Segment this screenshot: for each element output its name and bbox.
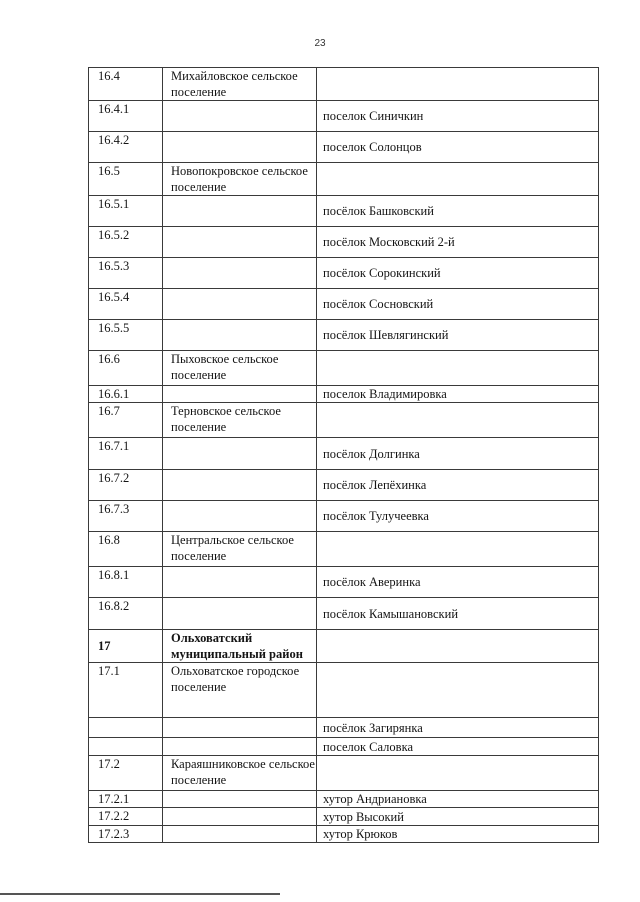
municipality-name: Центральское сельское поселение [163, 532, 317, 567]
row-number: 16.4 [89, 68, 163, 101]
municipality-name [163, 227, 317, 258]
row-number: 16.4.2 [89, 132, 163, 163]
settlement-name: поселок Синичкин [317, 101, 599, 132]
table-row [89, 320, 599, 351]
row-number: 17.2.2 [89, 808, 163, 826]
municipality-name [163, 567, 317, 598]
municipality-name [163, 808, 317, 826]
settlement-name: посёлок Загирянка [317, 718, 599, 738]
settlement-name: посёлок Тулучеевка [317, 501, 599, 532]
row-number: 16.5.3 [89, 258, 163, 289]
settlement-name [317, 351, 599, 386]
settlement-name [317, 403, 599, 438]
settlement-name: посёлок Сорокинский [317, 258, 599, 289]
table-row [89, 808, 599, 826]
municipality-name [163, 289, 317, 320]
row-number: 17.2.1 [89, 791, 163, 808]
row-number: 16.6 [89, 351, 163, 386]
row-number [89, 738, 163, 756]
table-row [89, 630, 599, 663]
row-number: 16.5.4 [89, 289, 163, 320]
municipality-name: Михайловское сельское поселение [163, 68, 317, 101]
settlement-name: поселок Солонцов [317, 132, 599, 163]
table-row [89, 598, 599, 630]
settlement-name [317, 663, 599, 718]
row-number: 16.8.1 [89, 567, 163, 598]
row-number: 16.7 [89, 403, 163, 438]
table-row [89, 227, 599, 258]
table-row [89, 438, 599, 470]
settlement-name: посёлок Шевлягинский [317, 320, 599, 351]
municipality-name: Новопокровское сельское поселение [163, 163, 317, 196]
municipality-name [163, 718, 317, 738]
municipality-name [163, 258, 317, 289]
municipality-name: Пыховское сельское поселение [163, 351, 317, 386]
municipality-name: Караяшниковское сельское поселение [163, 756, 317, 791]
table-row [89, 258, 599, 289]
row-number: 16.4.1 [89, 101, 163, 132]
table-row [89, 163, 599, 196]
settlement-name: посёлок Лепёхинка [317, 470, 599, 501]
row-number: 16.8.2 [89, 598, 163, 630]
municipality-name [163, 386, 317, 403]
municipality-name [163, 738, 317, 756]
row-number: 16.5.2 [89, 227, 163, 258]
settlement-name: хутор Андриановка [317, 791, 599, 808]
table-row [89, 196, 599, 227]
municipality-name [163, 132, 317, 163]
municipality-name [163, 470, 317, 501]
municipality-name [163, 196, 317, 227]
table-row [89, 567, 599, 598]
table-row [89, 351, 599, 386]
municipality-name [163, 320, 317, 351]
table-row [89, 663, 599, 718]
settlement-name [317, 630, 599, 663]
settlement-name: посёлок Сосновский [317, 289, 599, 320]
row-number [89, 718, 163, 738]
settlement-name: посёлок Башковский [317, 196, 599, 227]
settlement-name [317, 68, 599, 101]
table-row [89, 501, 599, 532]
settlement-name: хутор Высокий [317, 808, 599, 826]
row-number: 17.2.3 [89, 826, 163, 843]
row-number: 16.7.2 [89, 470, 163, 501]
table-row [89, 738, 599, 756]
table-row [89, 289, 599, 320]
footer-rule [0, 893, 280, 895]
settlement-name: поселок Владимировка [317, 386, 599, 403]
settlement-name: хутор Крюков [317, 826, 599, 843]
settlement-name [317, 163, 599, 196]
row-number: 16.6.1 [89, 386, 163, 403]
row-number: 16.7.1 [89, 438, 163, 470]
table-row [89, 826, 599, 843]
page-number: 23 [314, 38, 326, 49]
settlement-name: посёлок Московский 2-й [317, 227, 599, 258]
table-row [89, 791, 599, 808]
table-row [89, 718, 599, 738]
row-number: 16.5.5 [89, 320, 163, 351]
municipality-name [163, 101, 317, 132]
row-number: 17.2 [89, 756, 163, 791]
municipality-name: Терновское сельское поселение [163, 403, 317, 438]
municipality-name [163, 826, 317, 843]
municipality-name: Ольховатский муниципальный район [163, 630, 317, 663]
settlement-name: посёлок Долгинка [317, 438, 599, 470]
municipality-name [163, 598, 317, 630]
table-row [89, 386, 599, 403]
row-number: 16.5 [89, 163, 163, 196]
municipality-name [163, 791, 317, 808]
municipality-name [163, 501, 317, 532]
municipality-name: Ольховатское городское поселение [163, 663, 317, 718]
table-row [89, 68, 599, 101]
settlement-name [317, 532, 599, 567]
table-row [89, 532, 599, 567]
row-number: 17.1 [89, 663, 163, 718]
table-row [89, 470, 599, 501]
table-row [89, 132, 599, 163]
settlement-name: посёлок Камышановский [317, 598, 599, 630]
table-row [89, 101, 599, 132]
settlement-name: посёлок Аверинка [317, 567, 599, 598]
row-number: 16.7.3 [89, 501, 163, 532]
settlements-table [88, 67, 599, 843]
row-number: 16.8 [89, 532, 163, 567]
settlement-name: поселок Саловка [317, 738, 599, 756]
row-number: 17 [89, 630, 163, 663]
table-row [89, 403, 599, 438]
table-row [89, 756, 599, 791]
municipality-name [163, 438, 317, 470]
settlement-name [317, 756, 599, 791]
row-number: 16.5.1 [89, 196, 163, 227]
